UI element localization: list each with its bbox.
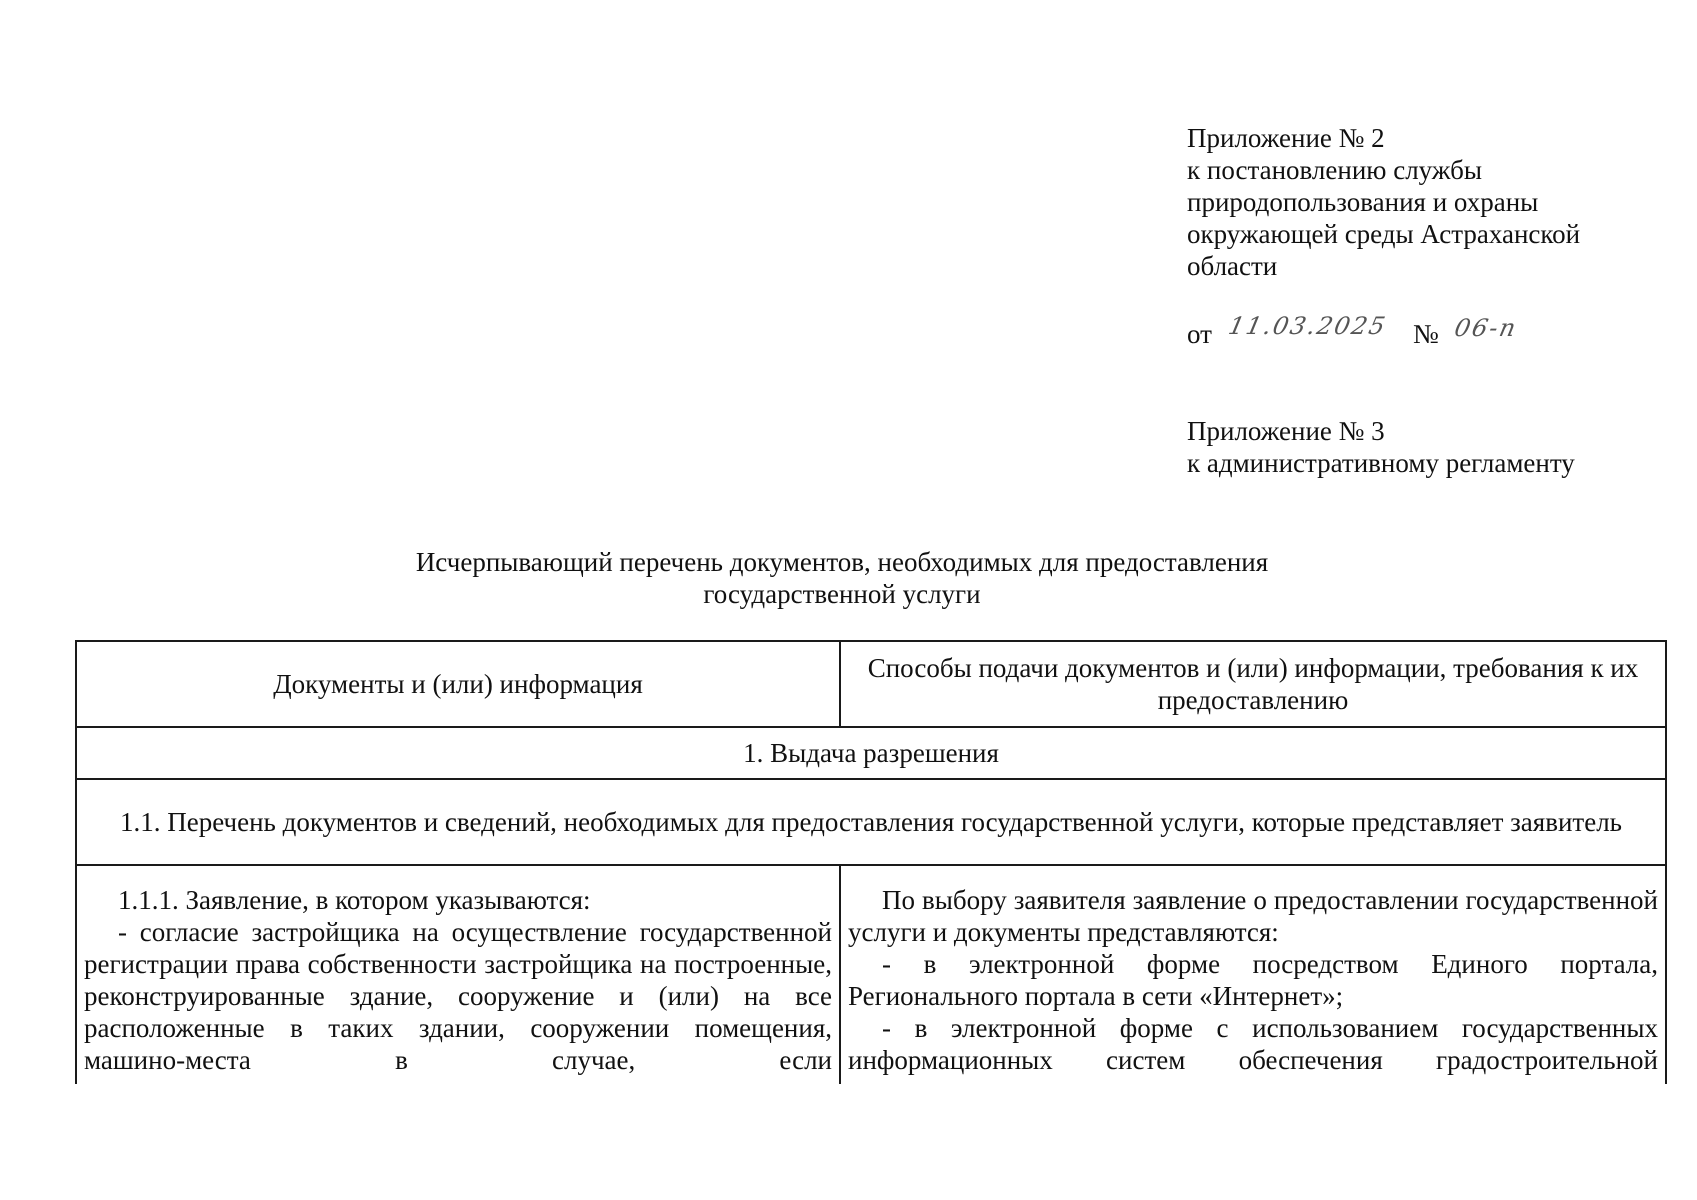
documents-cell	[76, 865, 840, 1084]
appendix-3-block	[1187, 415, 1647, 479]
appendix-3-line: Приложение № 3	[1187, 416, 1385, 446]
number-prefix: №	[1413, 319, 1439, 349]
appendix-2-line: природопользования и охраны	[1187, 187, 1539, 217]
appendix-2-line: области	[1187, 251, 1278, 281]
documents-table	[75, 640, 1667, 1084]
appendix-2-line: к постановлению службы	[1187, 155, 1482, 185]
paragraph: 1.1.1. Заявление, в котором указываются:	[118, 885, 591, 915]
paragraph: - в электронной форме с использованием государственных информационных систем обеспечения градостроительной	[848, 1013, 1658, 1075]
submission-methods-cell	[840, 865, 1666, 1084]
appendix-2-line: Приложение № 2	[1187, 123, 1385, 153]
section-row	[76, 727, 1666, 779]
paragraph: - согласие застройщика на осуществление государственной регистрации права собственности застройщика на построенные, реконструированные здание, сооружение и (или) на все расположенные в таких здании, сооружении помещения, машино-места в случае, если	[84, 917, 832, 1075]
appendix-3-line: к административному регламенту	[1187, 448, 1575, 478]
title-line: государственной услуги	[703, 579, 981, 609]
handwritten-date: 11.03.2025	[1226, 312, 1390, 340]
decree-date-number	[1187, 310, 1647, 354]
header-documents: Документы и (или) информация	[76, 641, 840, 727]
table-row	[76, 865, 1666, 1084]
table-header-row	[76, 641, 1666, 727]
handwritten-number: 06-п	[1452, 314, 1521, 342]
appendix-2-block	[1187, 122, 1647, 282]
document-title	[70, 546, 1614, 610]
date-prefix: от	[1187, 319, 1212, 349]
subsection-row	[76, 779, 1666, 865]
appendix-2-line: окружающей среды Астраханской	[1187, 219, 1581, 249]
subsection-title: 1.1. Перечень документов и сведений, необходимых для предоставления государственной услуги, которые представляет заявитель	[76, 779, 1666, 865]
paragraph: - в электронной форме посредством Единого портала, Регионального портала в сети «Интернет»;	[848, 949, 1658, 1011]
paragraph: По выбору заявителя заявление о предоставлении государственной услуги и документы представляются:	[848, 885, 1658, 947]
header-submission-methods: Способы подачи документов и (или) информации, требования к их предоставлению	[840, 641, 1666, 727]
section-title: 1. Выдача разрешения	[76, 727, 1666, 779]
title-line: Исчерпывающий перечень документов, необходимых для предоставления	[415, 547, 1269, 577]
